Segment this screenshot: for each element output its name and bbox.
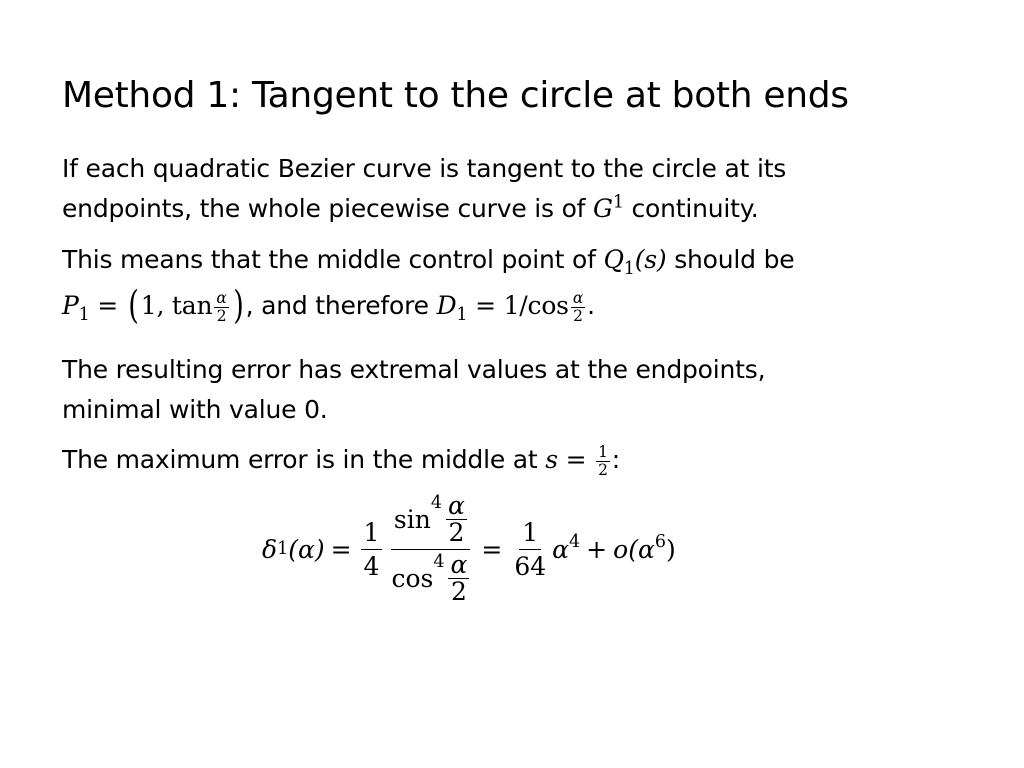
fraction-alpha-over-2	[571, 290, 585, 324]
fraction-numerator: α	[450, 549, 468, 579]
fraction-sin-over-cos	[388, 493, 472, 605]
math-equals: =	[89, 291, 126, 320]
text-run: should be	[666, 245, 795, 274]
math-arg: (α	[628, 534, 655, 564]
fraction-denominator: 2	[573, 306, 583, 325]
math-cos: = 1/cos	[467, 291, 569, 320]
math-tan: 1, tan	[140, 291, 213, 320]
paragraph-extremal	[62, 350, 765, 430]
math-D: D	[436, 291, 457, 320]
fraction-denominator: 2	[598, 460, 608, 479]
math-sin: sin	[393, 505, 431, 535]
text-run: .	[587, 291, 595, 320]
fraction-numerator: 1	[598, 443, 608, 462]
slide-title: Method 1: Tangent to the circle at both ends	[62, 75, 849, 116]
math-delta: δ	[262, 534, 278, 564]
text-run: This means that the middle control point of	[62, 245, 604, 274]
fraction-one-half	[596, 444, 610, 478]
fraction-one-over-64	[511, 518, 549, 581]
fraction-denominator: 2	[216, 306, 227, 325]
fraction-numerator: α	[448, 491, 465, 520]
fraction-numerator: α	[216, 289, 227, 308]
fraction-numerator: 1	[519, 518, 541, 550]
text-run: , and therefore	[245, 291, 437, 320]
display-equation: δ 1 (α) = $\frac{1}{4}$ sin 4 $\frac{\alpha}{2}$ cos 4 $\frac{\alpha}{2}$ = $\frac{1}{64}$ α 4 + o (α 6 )	[262, 491, 676, 606]
math-equals: =	[557, 445, 595, 474]
fraction-alpha-over-2	[214, 290, 228, 324]
text-run: :	[611, 445, 621, 474]
math-subscript: 1	[623, 259, 635, 279]
fraction-alpha-over-2	[448, 549, 469, 606]
math-plus: +	[586, 534, 608, 564]
paragraph-tangent	[62, 149, 786, 229]
fraction-alpha-over-2	[446, 493, 467, 547]
paragraph-line	[62, 189, 786, 229]
fraction-denominator: 64	[514, 551, 547, 581]
math-subscript: 1	[78, 305, 90, 325]
math-equals: =	[481, 534, 503, 564]
math-s: s	[545, 445, 558, 474]
fraction-numerator: sin 4 $\frac{\alpha}{2}$	[391, 493, 470, 550]
math-arg: (α)	[288, 534, 325, 564]
text-run: endpoints, the whole piecewise curve is of	[62, 194, 594, 223]
math-close-paren: )	[665, 534, 676, 564]
paragraph-line	[62, 440, 620, 480]
fraction-numerator: 1	[361, 518, 383, 550]
paragraph-line: minimal with value 0.	[62, 395, 328, 424]
paragraph-line: The resulting error has extremal values at the endpoints,	[62, 355, 766, 384]
fraction-denominator: 4	[363, 551, 380, 581]
math-P: P	[62, 291, 79, 320]
paragraph-maximum	[62, 440, 620, 480]
math-little-o: o	[613, 534, 629, 564]
math-cos: cos	[391, 563, 434, 593]
text-run: continuity.	[623, 194, 759, 223]
paragraph-line: If each quadratic Bezier curve is tangent to the circle at its	[62, 154, 787, 183]
math-equals: =	[330, 534, 352, 564]
math-superscript: 1	[612, 192, 624, 213]
text-run: The maximum error is in the middle at	[62, 445, 546, 474]
fraction-numerator: α	[572, 289, 584, 308]
fraction-denominator: cos 4 $\frac{\alpha}{2}$	[391, 549, 468, 606]
fraction-denominator: 2	[448, 518, 465, 548]
fraction-denominator: 2	[450, 576, 467, 606]
math-G: G	[593, 194, 613, 223]
paragraph-control-point	[62, 240, 794, 326]
math-alpha: α	[552, 534, 570, 564]
paragraph-line: $P_1 = (1$, tan $\frac{\alpha}{2}$ ), and therefore $D_1 = 1/\cos$ $\frac{\alpha}{2}$ .	[62, 283, 595, 328]
math-Q: Q	[603, 245, 624, 274]
math-arg: (s)	[634, 245, 667, 274]
math-subscript: 1	[456, 305, 468, 325]
paragraph-line	[62, 240, 794, 280]
fraction-one-quarter	[361, 518, 383, 581]
